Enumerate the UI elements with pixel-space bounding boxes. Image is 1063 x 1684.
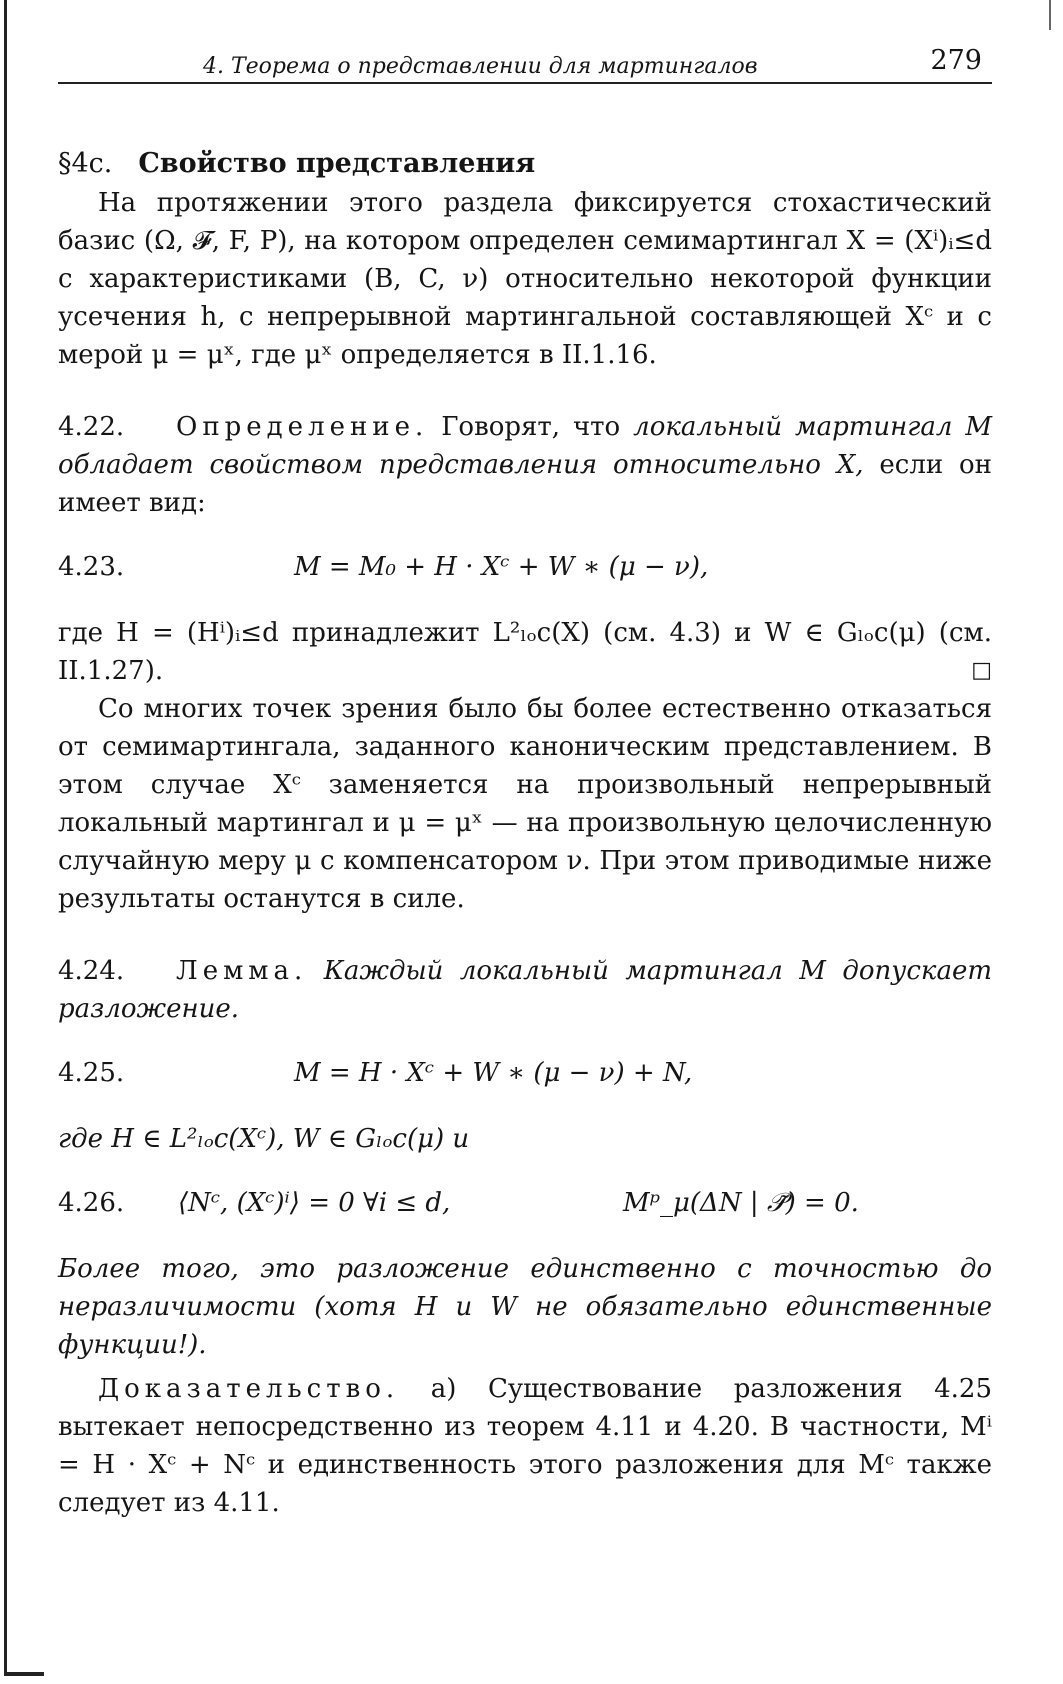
equation-formula: M = M₀ + H · Xᶜ + W ∗ (μ − ν), bbox=[294, 552, 709, 582]
definition-4-22 bbox=[58, 408, 992, 522]
lemma-number: 4.24. bbox=[58, 956, 125, 986]
chapter-title: 4. Теорема о представлении для мартингалов bbox=[203, 54, 758, 79]
definition-text-plain: Говорят, что bbox=[441, 412, 621, 442]
qed-square: □ bbox=[971, 658, 992, 683]
after-4-23-body: где H = (Hⁱ)ᵢ≤d принадлежит L²ₗₒc(X) (см. 4.3) и W ∈ Gₗₒc(μ) (см. II.1.27). bbox=[58, 618, 992, 686]
after-4-25-text: где H ∈ L²ₗₒc(Xᶜ), W ∈ Gₗₒc(μ) и bbox=[58, 1124, 470, 1154]
proof-paragraph bbox=[58, 1370, 992, 1522]
equation-formula-right: Mᵖ_μ(ΔN | 𝒫̃) = 0. bbox=[623, 1188, 859, 1218]
lemma-4-24 bbox=[58, 952, 992, 1028]
intro-paragraph: На протяжении этого раздела фиксируется стохастический базис (Ω, 𝓕, F, P), на котором определен семимартингал X = (Xⁱ)ᵢ≤d с характеристиками (B, C, ν) относительно некоторой функции усечения h, с непрерывной мартингальной составляющей Xᶜ и с мерой μ = μˣ, где μˣ определяется в II.1.16. bbox=[58, 188, 992, 370]
after-4-23-text bbox=[58, 614, 992, 690]
page-number: 279 bbox=[930, 45, 982, 76]
running-header bbox=[58, 38, 992, 84]
scan-border-left bbox=[4, 0, 7, 1675]
book-page bbox=[58, 38, 992, 1522]
equation-number: 4.25. bbox=[58, 1058, 125, 1088]
equation-4-23 bbox=[58, 548, 992, 588]
proof-label: Доказательство. bbox=[98, 1374, 400, 1404]
section-heading bbox=[58, 144, 992, 184]
section-number: §4c. bbox=[58, 148, 113, 179]
scan-border-bottom bbox=[4, 1672, 44, 1676]
lemma-conclusion: Более того, это разложение единственно с точностью до неразличимости (хотя H и W не обязательно единственные функции!). bbox=[58, 1254, 992, 1360]
definition-number: 4.22. bbox=[58, 412, 125, 442]
equation-number: 4.26. bbox=[58, 1188, 125, 1218]
definition-label: Определение. bbox=[176, 412, 429, 442]
definition-text-italic: локальный мартингал M обладает свойством представления относительно X, bbox=[58, 412, 992, 480]
equation-formula-left: ⟨Nᶜ, (Xᶜ)ⁱ⟩ = 0 ∀i ≤ d, bbox=[178, 1188, 451, 1218]
lemma-label: Лемма. bbox=[176, 956, 308, 986]
equation-formula: M = H · Xᶜ + W ∗ (μ − ν) + N, bbox=[294, 1058, 693, 1088]
lemma-text: Каждый локальный мартингал M допускает разложение. bbox=[58, 956, 992, 1024]
scan-mark bbox=[1049, 0, 1051, 30]
equation-4-25 bbox=[58, 1054, 992, 1094]
section-title: Свойство представления bbox=[138, 148, 536, 179]
header-rule bbox=[58, 82, 992, 84]
equation-4-26 bbox=[58, 1184, 992, 1224]
definition-text-end: если он имеет вид: bbox=[58, 450, 993, 518]
remark-paragraph: Со многих точек зрения было бы более естественно отказаться от семимартингала, заданного каноническим представлением. В этом случае Xᶜ заменяется на произвольный непрерывный локальный мартингал и μ = μˣ — на произвольную целочисленную случайную меру μ с компенсатором ν. При этом приводимые ниже результаты останутся в силе. bbox=[58, 694, 992, 914]
equation-number: 4.23. bbox=[58, 552, 125, 582]
proof-text: а) Существование разложения 4.25 вытекает непосредственно из теорем 4.11 и 4.20. В частности, Mⁱ = H · Xᶜ + Nᶜ и единственность этого разложения для Mᶜ также следует из 4.11. bbox=[58, 1374, 993, 1518]
